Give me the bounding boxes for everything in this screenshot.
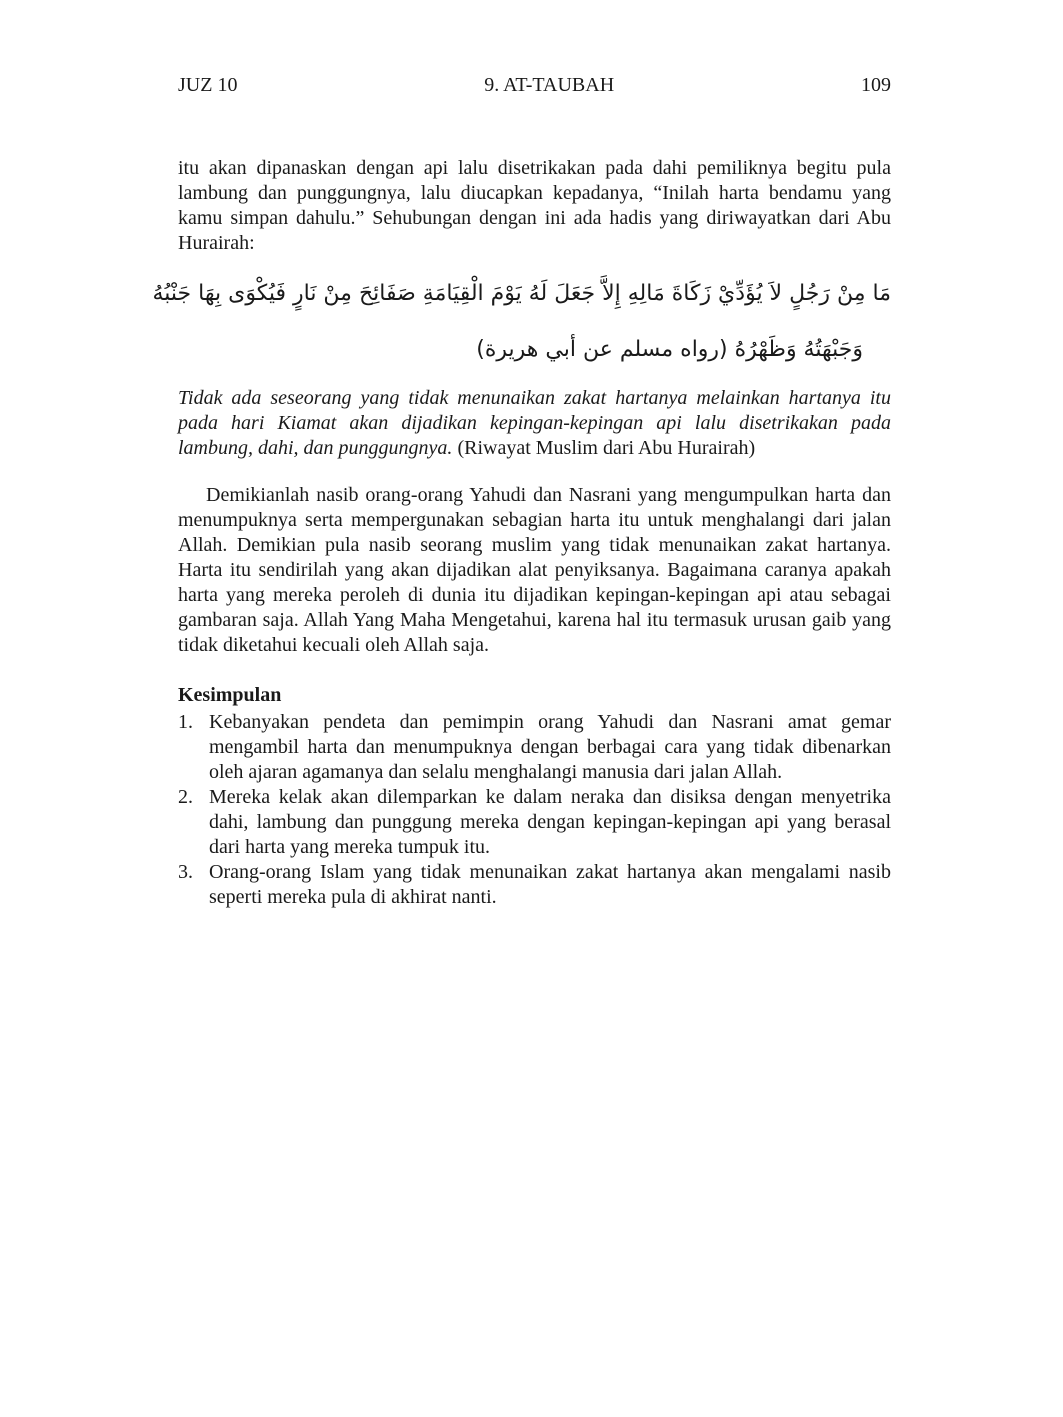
- list-item: [178, 710, 891, 785]
- page-number: 109: [860, 74, 891, 96]
- conclusion-heading: Kesimpulan: [178, 684, 282, 706]
- list-item: [178, 860, 891, 910]
- list-item-text: Orang-orang Islam yang tidak menunaikan zakat hartanya akan mengalami nasib seperti mereka pula di akhirat nanti.: [209, 861, 891, 908]
- hadith-arabic-line-1: مَا مِنْ رَجُلٍ لاَ يُؤَدِّيْ زَكَاةَ مَالِهِ إِلاَّ جَعَلَ لَهُ يَوْمَ الْقِيَامَةِ صَفَائِحَ مِنْ نَارٍ فَيُكْوَى بِهَا جَنْبُهُ: [152, 281, 891, 306]
- hadith-arabic: [152, 266, 891, 378]
- paragraph-commentary: Demikianlah nasib orang-orang Yahudi dan Nasrani yang mengumpulkan harta dan menumpuknya serta mempergunakan sebagian harta itu untuk menghalangi dari jalan Allah. Demikian pula nasib seorang muslim yang tidak menunaikan zakat hartanya. Harta itu sendirilah yang akan dijadikan alat penyiksanya. Bagaimana caranya apakah harta yang mereka peroleh di dunia itu dijadikan kepingan-kepingan api atau sebagai gambaran saja. Allah Yang Maha Mengetahui, karena hal itu termasuk urusan gaib yang tidak diketahui kecuali oleh Allah saja.: [178, 484, 891, 656]
- juz-label: JUZ 10: [178, 74, 238, 96]
- hadith-translation: [178, 386, 891, 461]
- hadith-translation-text: Tidak ada seseorang yang tidak menunaikan zakat hartanya melainkan hartanya itu pada hari Kiamat akan dijadikan kepingan-kepingan api lalu disetrikakan pada lambung, dahi, dan punggungnya.: [178, 387, 891, 459]
- list-item-number: 2.: [178, 786, 193, 808]
- surah-title: 9. AT-TAUBAH: [484, 74, 615, 96]
- conclusion-list: [178, 710, 891, 910]
- hadith-source: (Riwayat Muslim dari Abu Hurairah): [452, 437, 756, 459]
- page-content: [152, 0, 891, 910]
- list-item-text: Kebanyakan pendeta dan pemimpin orang Yahudi dan Nasrani amat gemar mengambil harta dan menumpuknya dengan berbagai cara yang tidak dibenarkan oleh ajaran agamanya dan selalu menghalangi manusia dari jalan Allah.: [209, 711, 891, 783]
- paragraph-continuation: itu akan dipanaskan dengan api lalu disetrikakan pada dahi pemiliknya begitu pula lambung dan punggungnya, lalu diucapkan kepadanya, “Inilah harta bendamu yang kamu simpan dahulu.” Sehubungan dengan ini ada hadis yang diriwayatkan dari Abu Hurairah:: [178, 157, 891, 254]
- hadith-arabic-line-2: وَجَبْهَتُهُ وَظَهْرُهُ (رواه مسلم عن أبي هريرة): [476, 337, 863, 362]
- page-header: [178, 73, 891, 98]
- list-item-number: 1.: [178, 711, 193, 733]
- list-item-number: 3.: [178, 861, 193, 883]
- list-item: [178, 785, 891, 860]
- list-item-text: Mereka kelak akan dilemparkan ke dalam neraka dan disiksa dengan menyetrika dahi, lambung dan punggung mereka dengan kepingan-kepingan api yang berasal dari harta yang mereka tumpuk itu.: [209, 786, 891, 858]
